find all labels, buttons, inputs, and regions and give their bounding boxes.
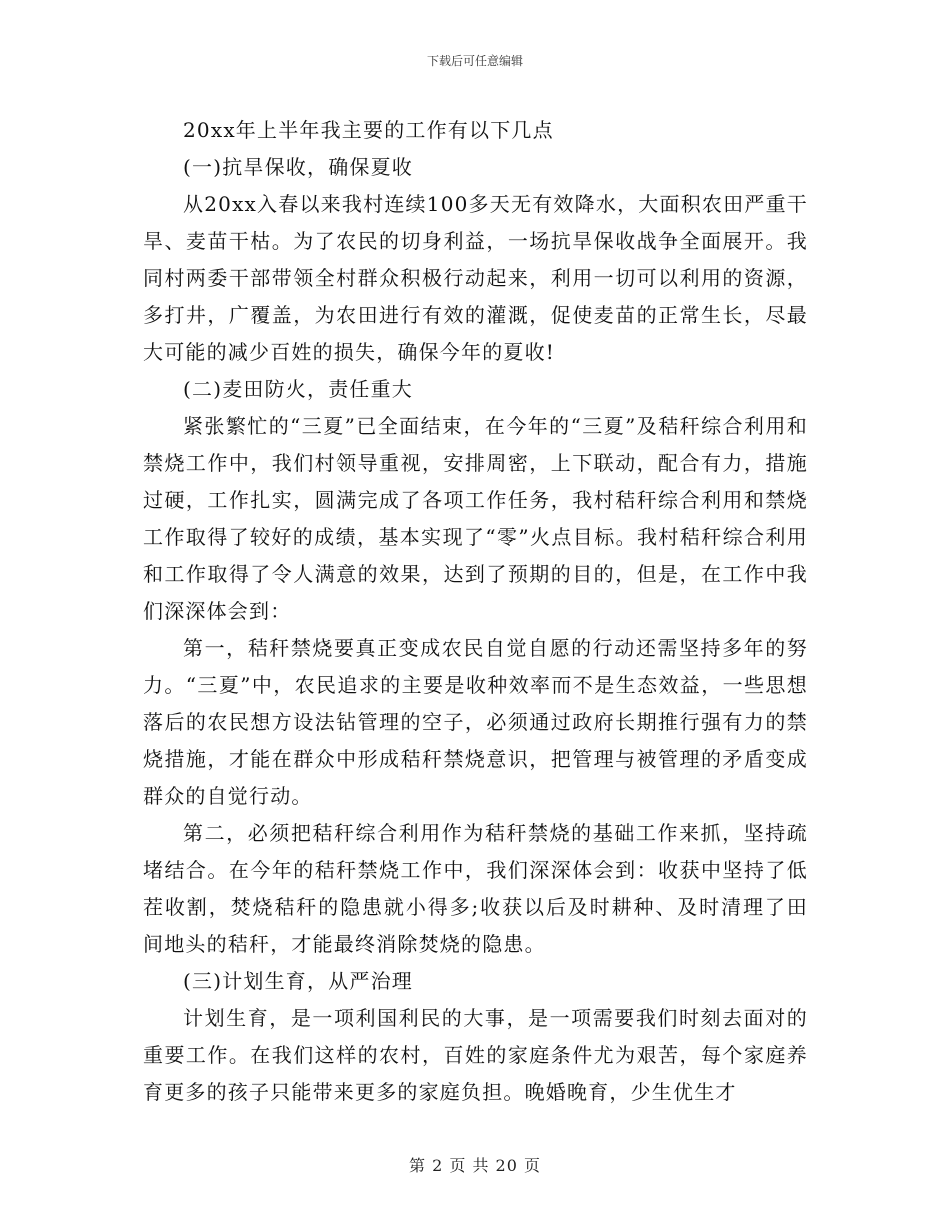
- paragraph-straw-burning: 紧张繁忙的“三夏”已全面结束，在今年的“三夏”及秸秆综合利用和禁烧工作中，我们村领导重视，安排周密，上下联动，配合有力，措施过硬，工作扎实，圆满完成了各项工作任务，我村秸秆综合利用和禁烧工作取得了较好的成绩，基本实现了“零”火点目标。我村秸秆综合利用和工作取得了令人满意的效果，达到了预期的目的，但是，在工作中我们深深体会到：: [143, 414, 808, 623]
- paragraph-second-point: 第二，必须把秸秆综合利用作为秸秆禁烧的基础工作来抓，坚持疏堵结合。在今年的秸秆禁烧工作中，我们深深体会到：收获中坚持了低茬收割，焚烧秸秆的隐患就小得多;收获以后及时耕种、及时清理了田间地头的秸秆，才能最终消除焚烧的隐患。: [143, 821, 808, 956]
- section-heading-fire-prevention: (二)麦田防火，责任重大: [183, 377, 414, 401]
- heading-overview: 20xx年上半年我主要的工作有以下几点: [183, 118, 554, 142]
- page-footer: 第 2 页 共 20 页: [409, 1156, 541, 1175]
- paragraph-first-point: 第一，秸秆禁烧要真正变成农民自觉自愿的行动还需坚持多年的努力。“三夏”中，农民追求的主要是收种效率而不是生态效益，一些思想落后的农民想方设法钻管理的空子，必须通过政府长期推行强有力的禁烧措施，才能在群众中形成秸秆禁烧意识，把管理与被管理的矛盾变成群众的自觉行动。: [143, 636, 808, 808]
- page-header: 下载后可任意编辑: [426, 54, 523, 68]
- section-heading-drought: (一)抗旱保收，确保夏收: [183, 155, 414, 179]
- document-body: [143, 112, 808, 1111]
- section-heading-family-planning: (三)计划生育，从严治理: [183, 969, 414, 993]
- paragraph-family-planning: 计划生育，是一项利国利民的大事，是一项需要我们时刻去面对的重要工作。在我们这样的农村，百姓的家庭条件尤为艰苦，每个家庭养育更多的孩子只能带来更多的家庭负担。晚婚晚育，少生优生才: [143, 1006, 808, 1104]
- paragraph-drought: 从20xx入春以来我村连续100多天无有效降水，大面积农田严重干旱、麦苗干枯。为了农民的切身利益，一场抗旱保收战争全面展开。我同村两委干部带领全村群众积极行动起来，利用一切可以利用的资源，多打井，广覆盖，为农田进行有效的灌溉，促使麦苗的正常生长，尽最大可能的减少百姓的损失，确保今年的夏收!: [143, 192, 808, 364]
